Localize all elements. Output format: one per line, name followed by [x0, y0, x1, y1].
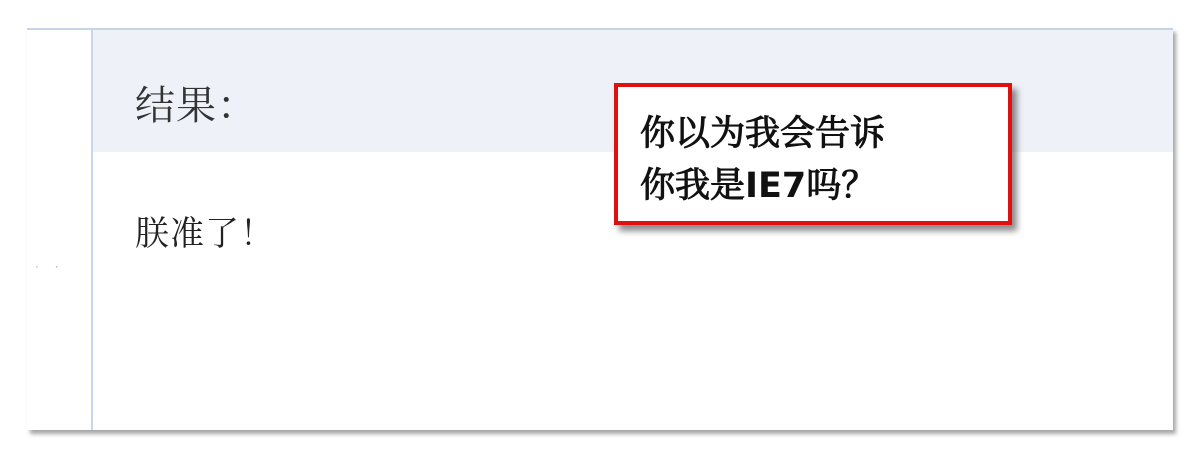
line-gutter	[27, 30, 91, 430]
callout-line-2: 你我是IE7吗？	[640, 166, 877, 206]
gutter-marker: · ·	[35, 260, 65, 274]
callout-annotation	[614, 83, 1012, 225]
result-content: 朕准了！	[135, 214, 275, 254]
result-label: 结果：	[135, 83, 258, 129]
callout-line-1: 你以为我会告诉	[640, 114, 886, 154]
